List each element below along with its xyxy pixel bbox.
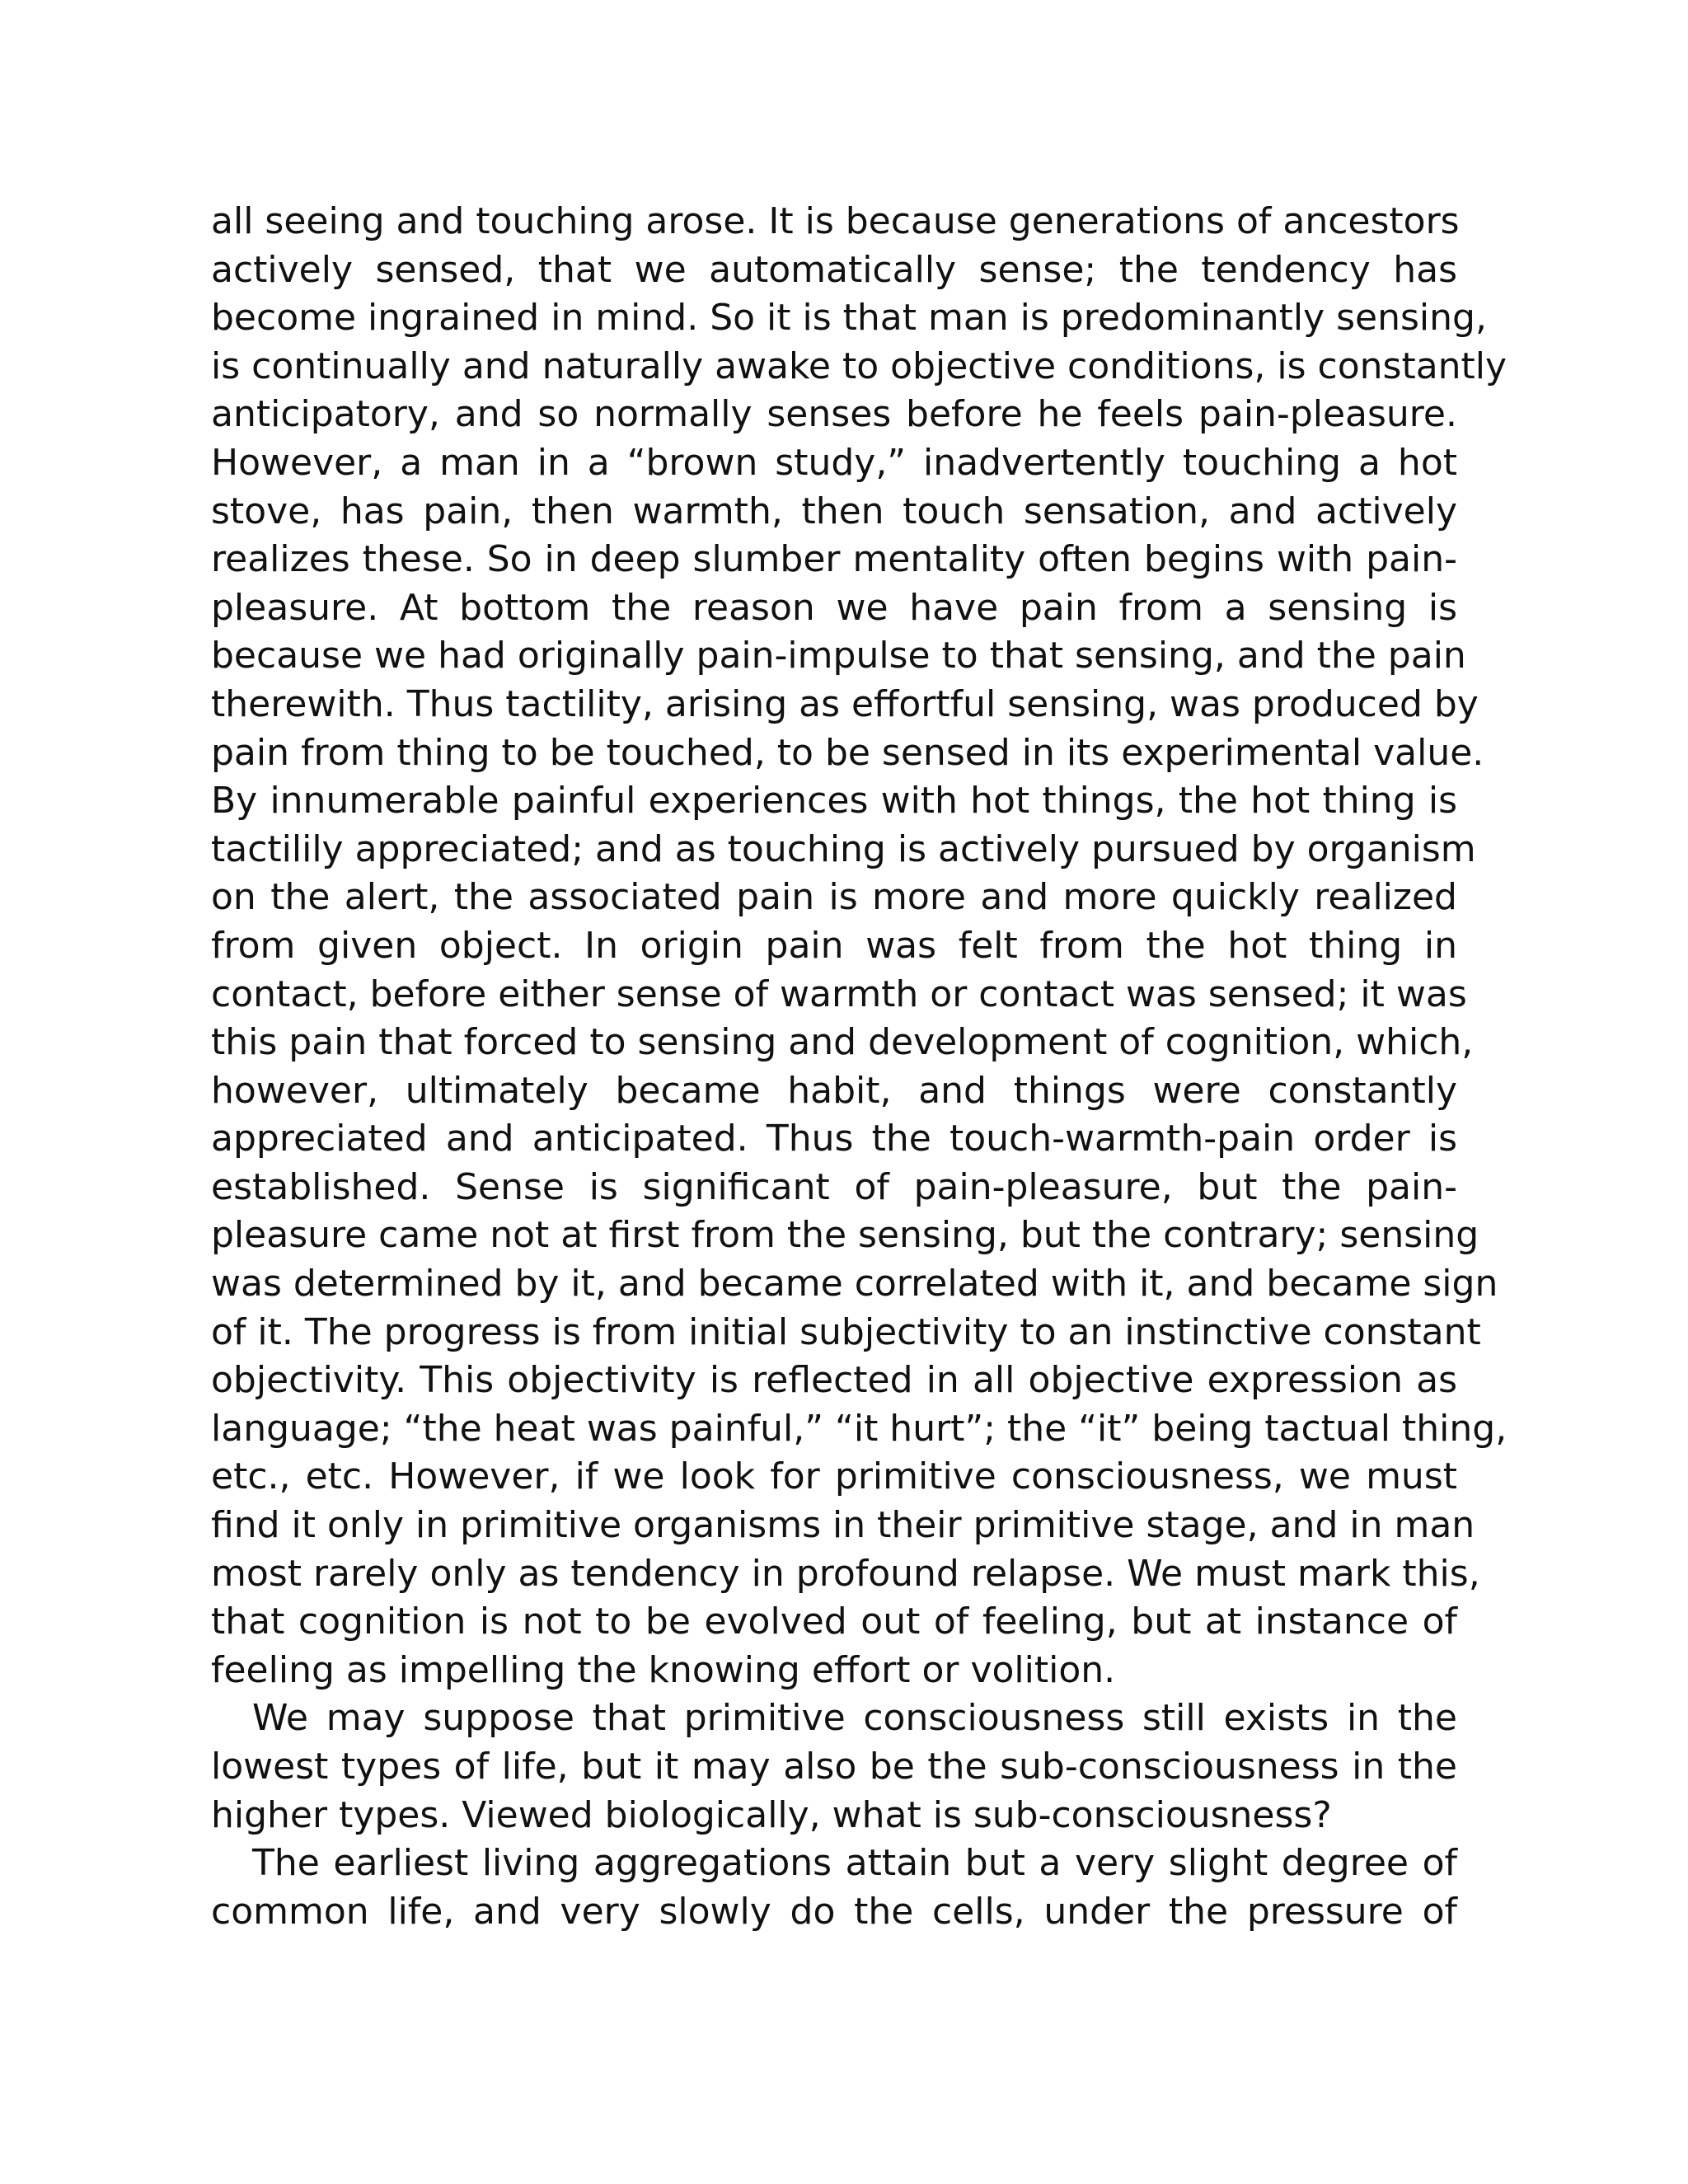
text-line: language; “the heat was painful,” “it hurt”; the “it” being tactual thing,	[211, 1407, 1507, 1450]
text-line: pleasure. At bottom the reason we have pain from a sensing is	[211, 586, 1457, 629]
text-line: from given object. In origin pain was felt from the hot thing in	[211, 924, 1457, 967]
text-line: on the alert, the associated pain is more and more quickly realized	[211, 876, 1457, 919]
text-line: actively sensed, that we automatically sense; the tendency has	[211, 248, 1457, 291]
text-line: anticipatory, and so normally senses before he feels pain-pleasure.	[211, 393, 1457, 436]
text-line: is continually and naturally awake to objective conditions, is constantly	[211, 344, 1507, 387]
text-line: higher types. Viewed biologically, what is sub-consciousness?	[211, 1793, 1332, 1836]
text-line: realizes these. So in deep slumber mentality often begins with pain-	[211, 538, 1457, 581]
text-line: The earliest living aggregations attain but a very slight degree of	[252, 1842, 1457, 1885]
text-line: because we had originally pain-impulse to that sensing, and the pain	[211, 635, 1466, 677]
text-line: objectivity. This objectivity is reflected in all objective expression as	[211, 1359, 1457, 1402]
text-line: appreciated and anticipated. Thus the touch-warmth-pain order is	[211, 1118, 1457, 1160]
text-line: find it only in primitive organisms in their primitive stage, and in man	[211, 1504, 1475, 1547]
text-line: that cognition is not to be evolved out of feeling, but at instance of	[211, 1601, 1457, 1643]
text-line: all seeing and touching arose. It is because generations of ancestors	[211, 200, 1460, 242]
text-line: tactilily appreciated; and as touching is actively pursued by organism	[211, 827, 1476, 870]
text-line: However, a man in a “brown study,” inadvertently touching a hot	[211, 441, 1457, 484]
text-line: therewith. Thus tactility, arising as effortful sensing, was produced by	[211, 682, 1479, 725]
text-line: established. Sense is significant of pain-pleasure, but the pain-	[211, 1165, 1457, 1208]
text-line: was determined by it, and became correlated with it, and became sign	[211, 1263, 1498, 1305]
text-line: lowest types of life, but it may also be the sub-consciousness in the	[211, 1746, 1457, 1788]
text-line: etc., etc. However, if we look for primitive consciousness, we must	[211, 1455, 1457, 1498]
body-text	[211, 198, 1507, 1936]
text-line: this pain that forced to sensing and development of cognition, which,	[211, 1021, 1474, 1064]
text-line: contact, before either sense of warmth or contact was sensed; it was	[211, 972, 1467, 1015]
text-line: most rarely only as tendency in profound relapse. We must mark this,	[211, 1552, 1480, 1595]
text-line: become ingrained in mind. So it is that man is predominantly sensing,	[211, 297, 1487, 340]
text-line: We may suppose that primitive consciousness still exists in the	[252, 1697, 1457, 1740]
text-line: stove, has pain, then warmth, then touch sensation, and actively	[211, 490, 1457, 532]
text-line: By innumerable painful experiences with hot things, the hot thing is	[211, 780, 1457, 823]
text-line: however, ultimately became habit, and things were constantly	[211, 1069, 1457, 1112]
paragraph-2	[211, 1694, 1457, 1840]
paragraph-3	[211, 1840, 1457, 1936]
text-line: of it. The progress is from initial subjectivity to an instinctive constant	[211, 1310, 1481, 1353]
text-line: pain from thing to be touched, to be sensed in its experimental value.	[211, 731, 1484, 774]
paragraph-1	[211, 198, 1507, 1694]
text-line: feeling as impelling the knowing effort or volition.	[211, 1648, 1116, 1691]
text-line: pleasure came not at first from the sensing, but the contrary; sensing	[211, 1214, 1479, 1257]
text-line: common life, and very slowly do the cells, under the pressure of	[211, 1890, 1457, 1933]
